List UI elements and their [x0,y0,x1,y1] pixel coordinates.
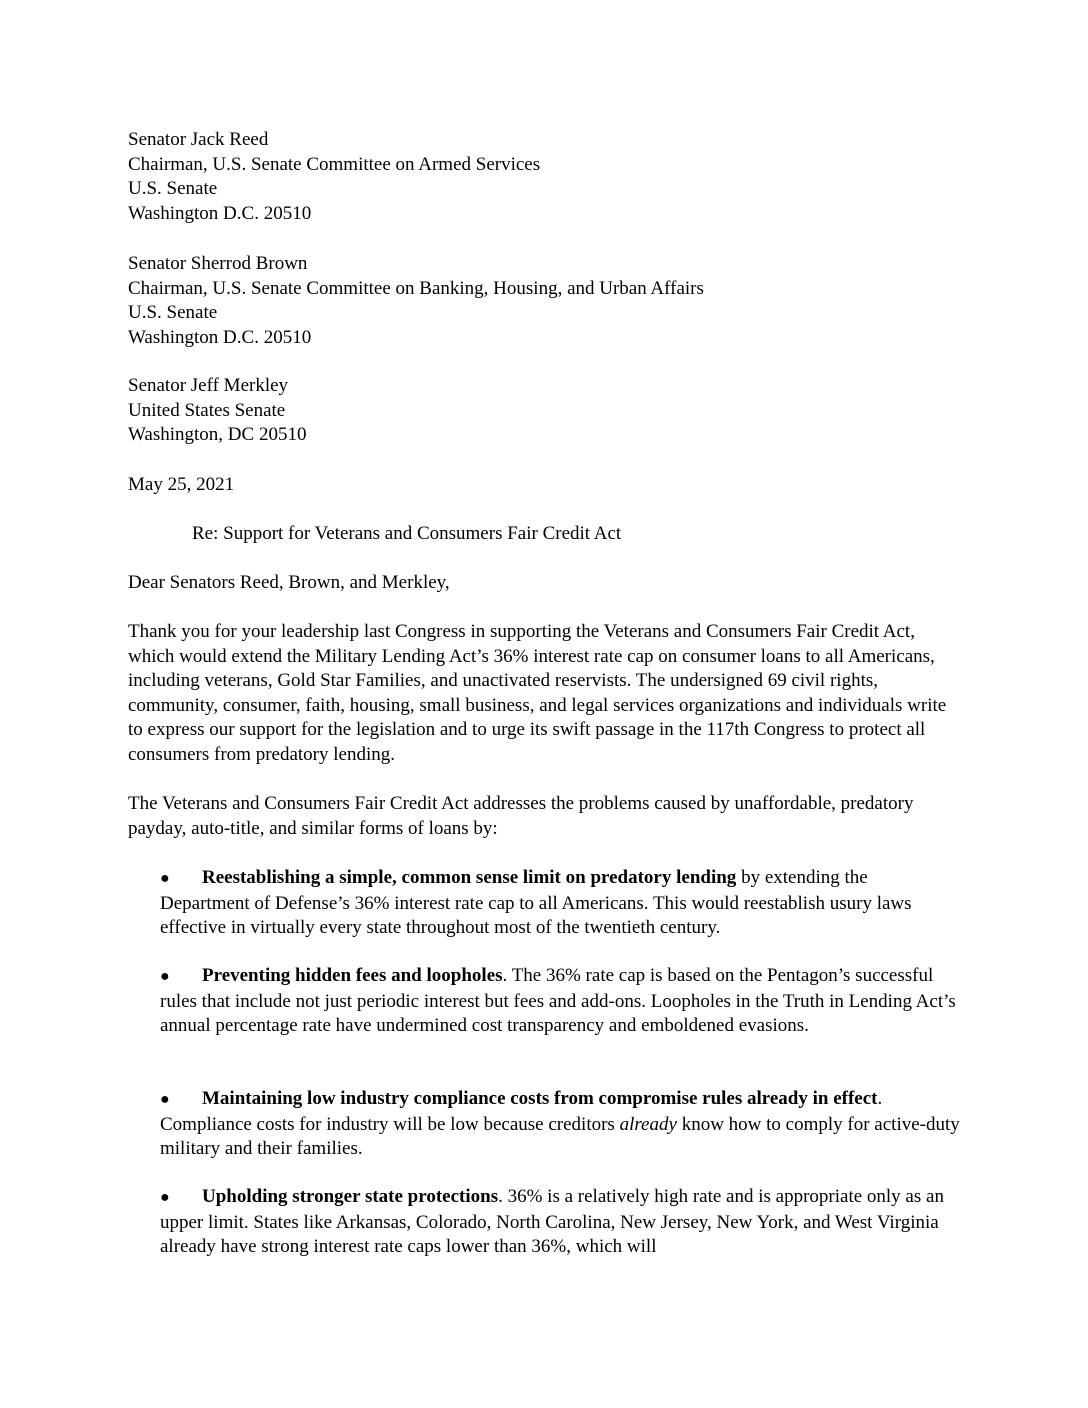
bullet-heading: Upholding stronger state protections [202,1186,499,1207]
recipient-title: Chairman, U.S. Senate Committee on Banking, Housing, and Urban Affairs [128,277,704,299]
bullet-heading: Reestablishing a simple, common sense limit on predatory lending [202,867,737,888]
recipient-address: Washington D.C. 20510 [128,202,312,224]
recipient-block-reed [128,128,968,226]
re-line: Re: Support for Veterans and Consumers Fair Credit Act [192,523,622,544]
bullet-heading: Preventing hidden fees and loopholes [202,965,503,986]
bullet-marker: ● [160,1189,170,1206]
recipient-block-merkley [128,374,968,448]
recipient-title: United States Senate [128,399,286,421]
bullet-item [160,866,960,941]
bullet-emphasis: already [619,1113,677,1135]
recipient-title: Chairman, U.S. Senate Committee on Armed Services [128,153,541,175]
paragraph-intro: Thank you for your leadership last Congress in supporting the Veterans and Consumers Fair Credit Act, which would extend the Military Lending Act’s 36% interest rate cap on consumer loans to all Americans, including veterans, Gold Star Families, and unactivated reservists. The undersigned 69 civil rights, community, consumer, faith, housing, small business, and legal services organizations and individuals write to express our support for the legislation and to urge its swift passage in the 117th Congress to protect all consumers from predatory lending. [128,621,947,765]
recipient-block-brown [128,252,968,350]
salutation: Dear Senators Reed, Brown, and Merkley, [128,572,450,593]
recipient-address: Washington, DC 20510 [128,424,307,445]
recipient-name: Senator Jeff Merkley [128,375,289,396]
bullet-text: . 36% is a relatively high rate and is appropriate only as an upper limit. States like Arkansas, Colorado, North Carolina, New Jersey, New York, and West Virginia already have strong interest rate caps lower than 36%, which will [160,1186,944,1257]
bullet-text: . Compliance costs for industry will be low because creditors [160,1088,883,1135]
recipient-address: Washington D.C. 20510 [128,326,312,348]
bullet-heading: Maintaining low industry compliance costs from compromise rules already in effect [202,1088,878,1109]
recipient-name: Senator Jack Reed [128,129,269,150]
recipient-org: U.S. Senate [128,302,218,323]
bullet-marker: ● [160,870,170,887]
bullet-text: by extending the Department of Defense’s 36% interest rate cap to all Americans. This would reestablish usury laws effective in virtually every state throughout most of the twentieth century. [160,867,912,938]
bullet-item [160,1087,960,1162]
bullet-text: . The 36% rate cap is based on the Pentagon’s successful rules that include not just periodic interest but fees and add-ons. Loopholes in the Truth in Lending Act’s annual percentage rate have undermined cost transparency and emboldened evasions. [160,965,956,1036]
bullet-text: know how to comply for active-duty military and their families. [160,1113,960,1159]
bullet-marker: ● [160,968,170,985]
recipient-name: Senator Sherrod Brown [128,253,308,274]
bullet-item [160,1185,960,1260]
paragraph-overview: The Veterans and Consumers Fair Credit Act addresses the problems caused by unaffordable, predatory payday, auto-title, and similar forms of loans by: [128,793,914,839]
bullet-marker: ● [160,1091,170,1108]
letter-date: May 25, 2021 [128,474,235,495]
recipient-org: U.S. Senate [128,178,218,199]
bullet-item [160,964,960,1039]
